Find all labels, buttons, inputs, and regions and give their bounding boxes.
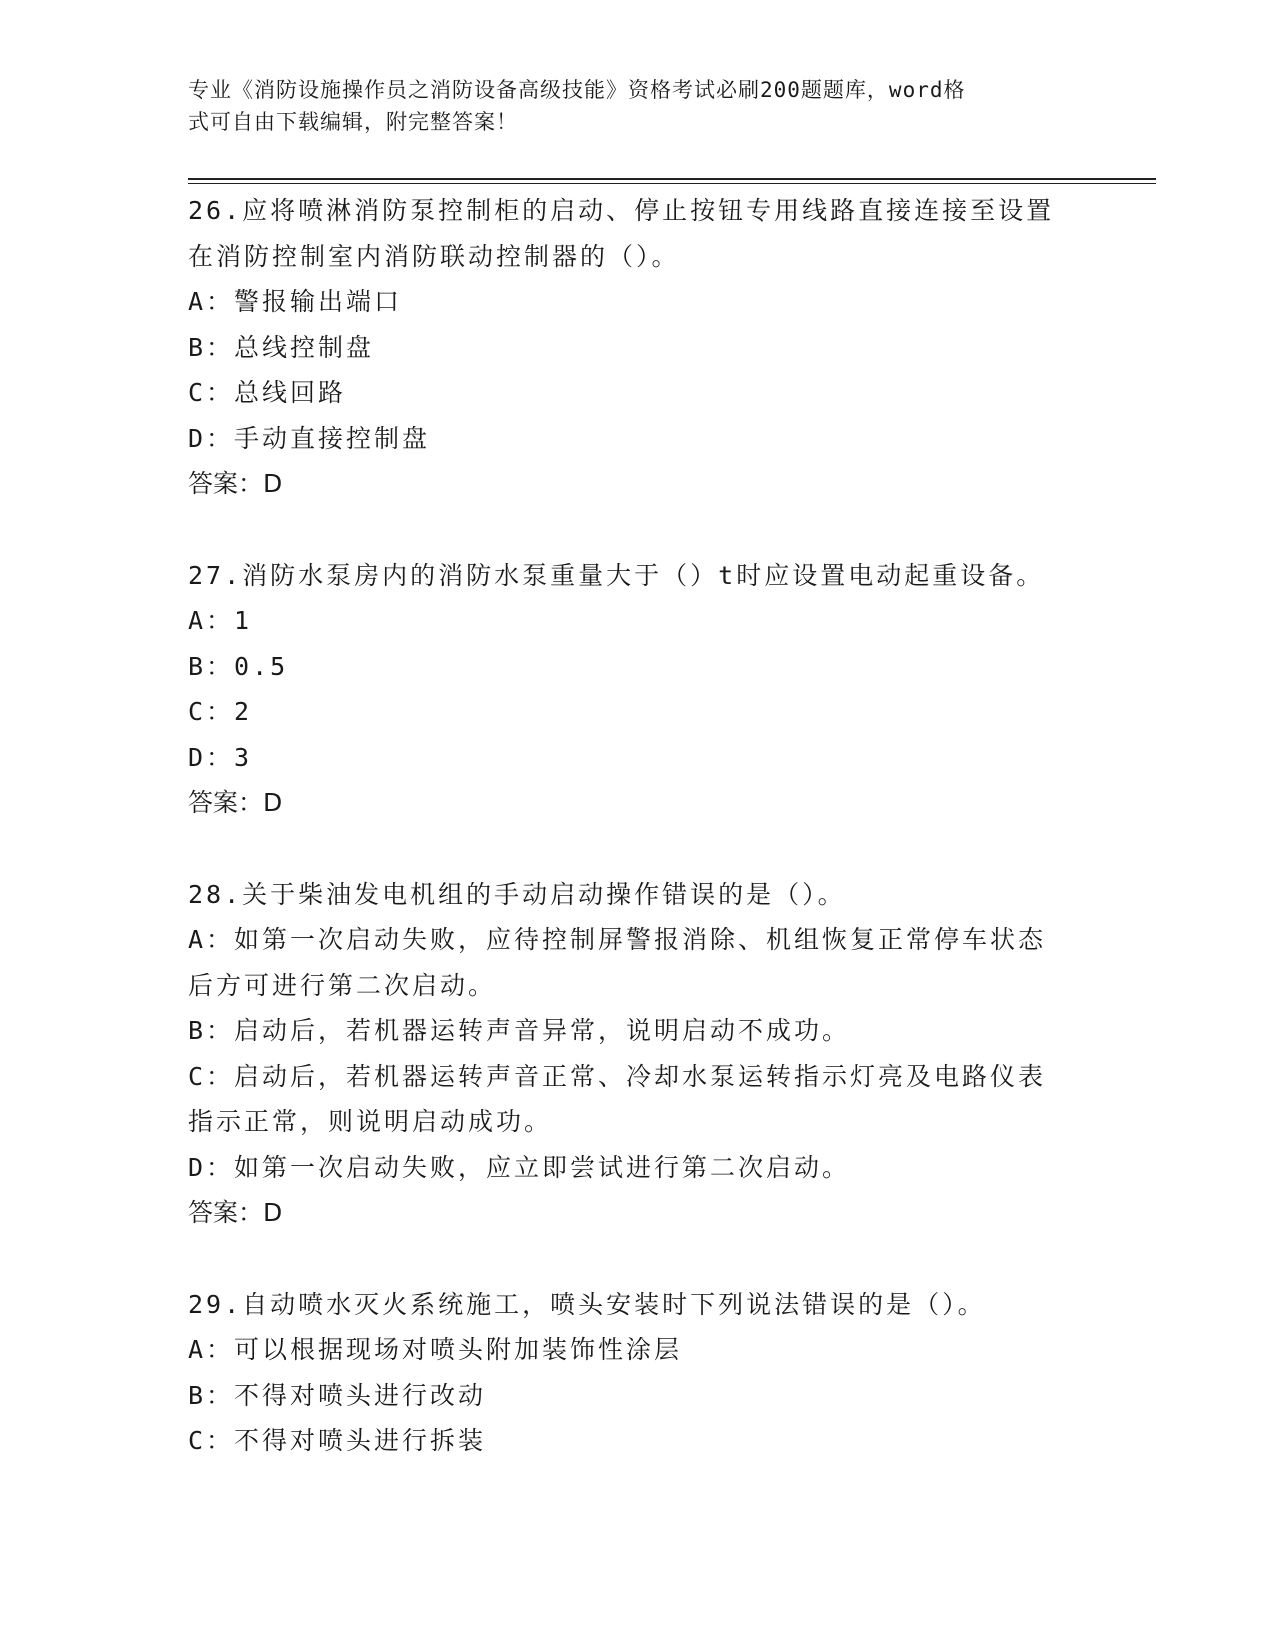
question-stem: 27.消防水泵房内的消防水泵重量大于（）t时应设置电动起重设备。: [188, 560, 1045, 590]
option-c: C：启动后，若机器运转声音正常、冷却水泵运转指示灯亮及电路仪表: [188, 1061, 1047, 1091]
option-c-continued: 指示正常，则说明启动成功。: [188, 1107, 553, 1136]
option-a: A：如第一次启动失败，应待控制屏警报消除、机组恢复正常停车状态: [188, 925, 1047, 954]
document-header: [188, 74, 1068, 138]
header-divider-thick: [188, 178, 1156, 180]
question-list: [188, 188, 1088, 1510]
question-stem-continued: 在消防控制室内消防联动控制器的（）。: [188, 241, 680, 271]
option-c: C：不得对喷头进行拆装: [188, 1426, 487, 1455]
header-line-1: 专业《消防设施操作员之消防设备高级技能》资格考试必刷200题题库，word格: [188, 78, 966, 102]
option-a: A：1: [188, 606, 253, 635]
header-divider-thin: [188, 183, 1156, 184]
option-b: B：总线控制盘: [188, 332, 375, 362]
answer-label: 答案：D: [188, 788, 283, 817]
option-b: B：启动后，若机器运转声音异常，说明启动不成功。: [188, 1016, 851, 1045]
answer-label: 答案：D: [188, 1198, 283, 1227]
option-a: A：警报输出端口: [188, 287, 403, 316]
question-29: [188, 1282, 1088, 1464]
option-d: D：如第一次启动失败，应立即尝试进行第二次启动。: [188, 1152, 851, 1182]
question-stem: 29.自动喷水灭火系统施工，喷头安装时下列说法错误的是（）。: [188, 1289, 986, 1319]
option-d: D：3: [188, 742, 253, 772]
option-b: B：0.5: [188, 651, 289, 681]
question-stem: 26.应将喷淋消防泵控制柜的启动、停止按钮专用线路直接连接至设置: [188, 196, 1055, 225]
option-a: A：可以根据现场对喷头附加装饰性涂层: [188, 1335, 683, 1364]
question-27: [188, 553, 1088, 826]
question-26: [188, 188, 1088, 507]
question-stem: 28.关于柴油发电机组的手动启动操作错误的是（）。: [188, 879, 846, 909]
header-line-2: 式可自由下载编辑，附完整答案！: [188, 110, 518, 134]
option-c: C：2: [188, 697, 253, 726]
option-c: C：总线回路: [188, 378, 347, 407]
option-a-continued: 后方可进行第二次启动。: [188, 970, 497, 1000]
answer-label: 答案：D: [188, 469, 283, 498]
question-28: [188, 872, 1088, 1236]
option-d: D：手动直接控制盘: [188, 423, 431, 453]
option-b: B：不得对喷头进行改动: [188, 1380, 487, 1410]
